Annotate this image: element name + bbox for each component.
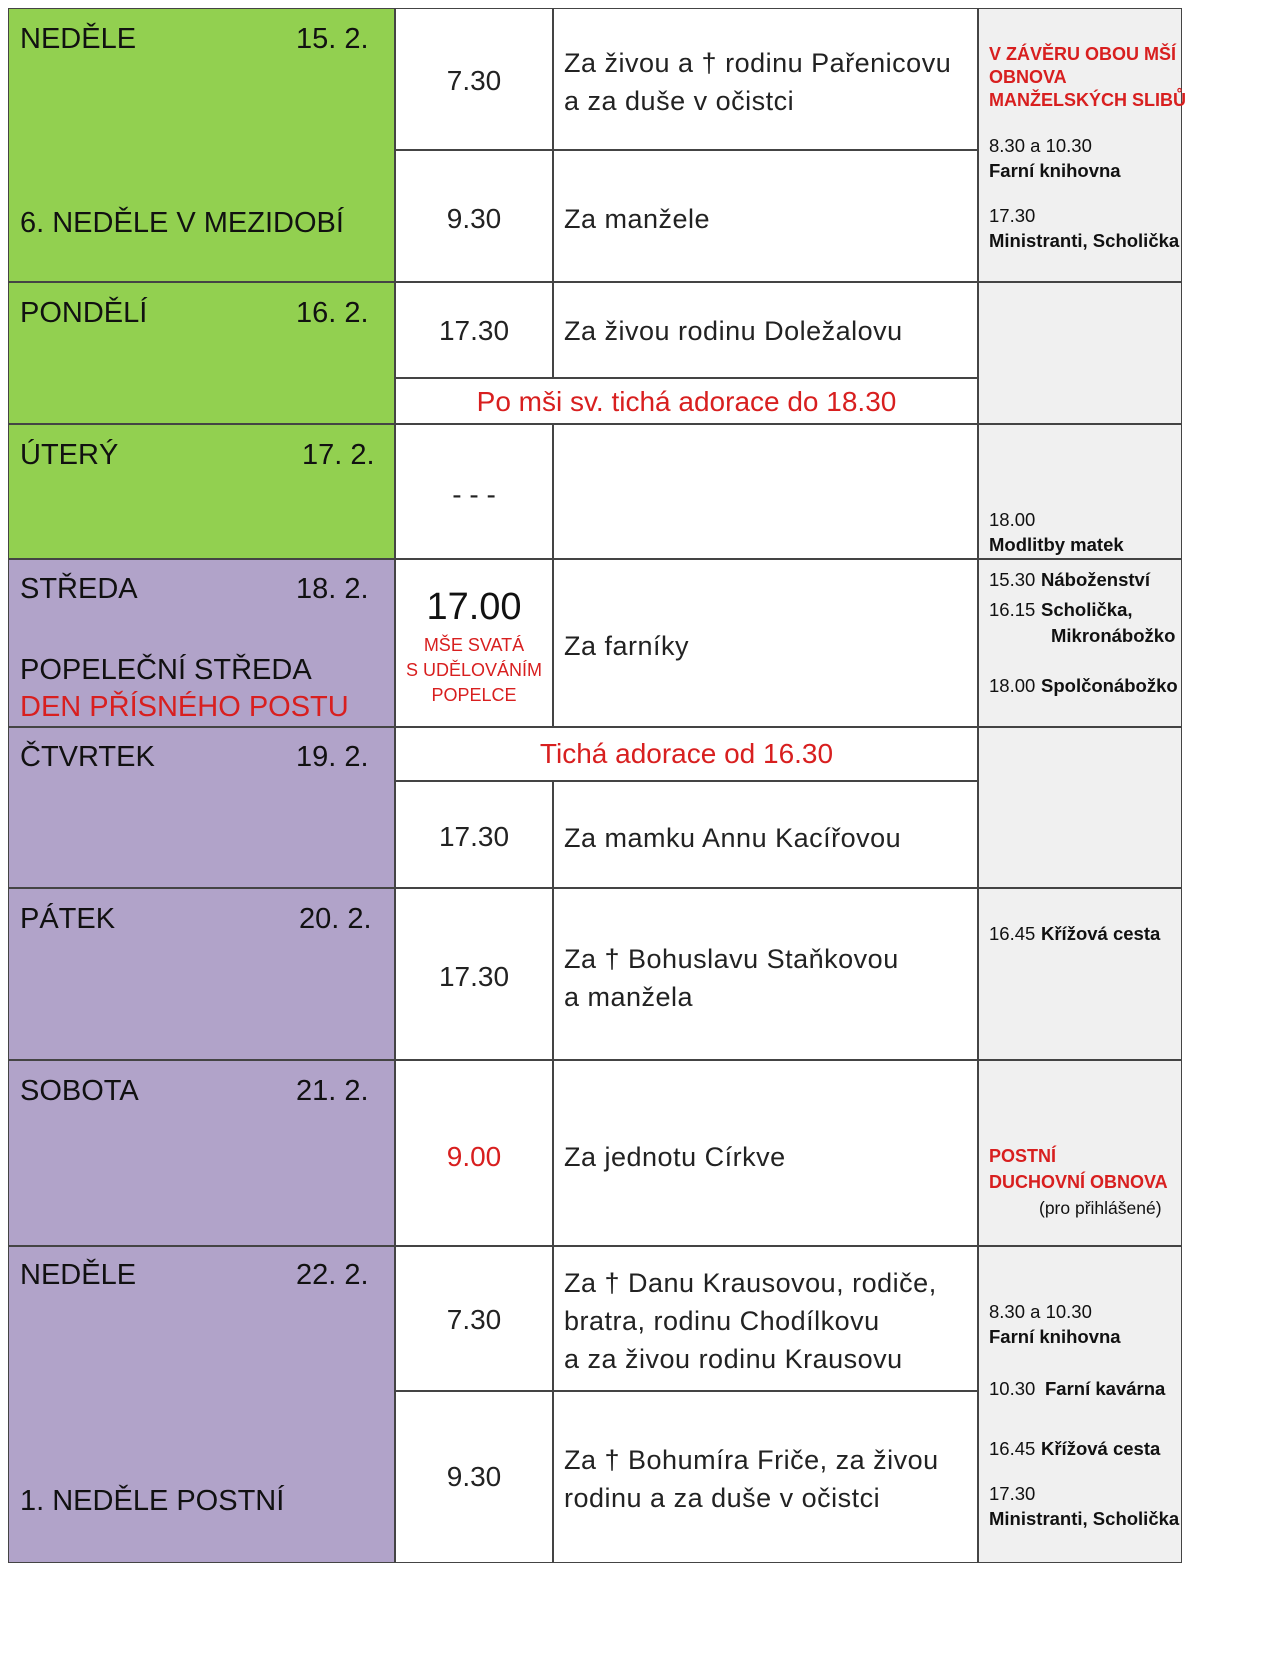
- intention-line: Za † Bohuslavu Staňkovou: [564, 944, 899, 974]
- day-name: PONDĚLÍ: [20, 297, 148, 329]
- notes-time: 8.30 a 10.30: [989, 135, 1092, 156]
- notes-label: Farní knihovna: [989, 1326, 1121, 1347]
- mass-time: 9.30: [446, 203, 502, 234]
- notes-cell-sunday-15: [978, 8, 1186, 282]
- intention-line: Za živou rodinu Doležalovu: [564, 316, 903, 346]
- notes-cell-tuesday-17: [978, 424, 1182, 559]
- mass-intention-cell: [553, 282, 978, 378]
- mass-intention-cell: [553, 888, 978, 1060]
- day-name: ÚTERÝ: [20, 439, 119, 471]
- day-date: 20. 2.: [299, 903, 372, 935]
- day-cell-monday-16: [8, 282, 395, 424]
- notes-time: 8.30 a 10.30: [989, 1301, 1092, 1322]
- day-subtitle: 6. NEDĚLE V MEZIDOBÍ: [20, 207, 344, 239]
- intention-line: Za mamku Annu Kacířovou: [564, 823, 902, 853]
- day-date: 17. 2.: [302, 439, 375, 471]
- notes-time: 18.00: [989, 509, 1036, 530]
- day-date: 21. 2.: [296, 1075, 369, 1107]
- day-subtitle: POPELEČNÍ STŘEDA: [20, 654, 312, 686]
- mass-time-cell: [395, 1391, 553, 1563]
- notes-label: Spolčonábožko: [1041, 675, 1178, 696]
- mass-intention-cell: [553, 8, 978, 150]
- day-cell-sunday-15: [8, 8, 395, 282]
- intention-line: a za duše v očistci: [564, 86, 795, 116]
- day-date: 19. 2.: [296, 741, 369, 773]
- day-date: 22. 2.: [296, 1259, 369, 1291]
- intention-line: Za farníky: [564, 631, 690, 661]
- mass-intention-cell: [553, 781, 978, 888]
- mass-time: 7.30: [446, 65, 502, 96]
- day-name: PÁTEK: [20, 903, 116, 935]
- mass-subtitle: S UDĚLOVÁNÍM: [405, 660, 543, 680]
- mass-time-cell: [395, 1246, 553, 1391]
- mass-time: 17.30: [438, 821, 510, 852]
- adoration-banner: Po mši sv. tichá adorace do 18.30: [476, 386, 897, 417]
- intention-line: Za jednotu Církve: [564, 1142, 786, 1172]
- mass-intention-cell: [553, 1060, 978, 1246]
- mass-subtitle: POPELCE: [431, 685, 517, 705]
- day-name: NEDĚLE: [20, 23, 137, 55]
- banner-cell-monday: [395, 378, 978, 424]
- mass-time-cell: [395, 8, 553, 150]
- notes-time: 16.45: [989, 923, 1036, 944]
- notes-time: 16.45: [989, 1438, 1036, 1459]
- notes-cell-friday-20: [978, 888, 1182, 1060]
- day-cell-sunday-22: [8, 1246, 395, 1563]
- fasting-note: DEN PŘÍSNÉHO POSTU: [20, 691, 349, 723]
- notes-red-line: DUCHOVNÍ OBNOVA: [989, 1172, 1168, 1192]
- day-name: STŘEDA: [20, 573, 138, 605]
- notes-label: Ministranti, Scholička: [989, 1508, 1180, 1529]
- notes-red-line: MANŽELSKÝCH SLIBŮ: [989, 90, 1186, 110]
- intention-line: bratra, rodinu Chodílkovu: [564, 1306, 880, 1336]
- notes-red-line: V ZÁVĚRU OBOU MŠÍ: [989, 44, 1177, 64]
- mass-intention-cell: [553, 1246, 978, 1391]
- day-cell-thursday-19: [8, 727, 395, 888]
- adoration-banner: Tichá adorace od 16.30: [539, 738, 834, 769]
- notes-cell-sunday-22: [978, 1246, 1182, 1563]
- notes-label: Křížová cesta: [1041, 1438, 1161, 1459]
- notes-cell-wednesday-18: [978, 559, 1182, 727]
- mass-time-cell: [395, 559, 553, 727]
- mass-time: 9.00: [446, 1141, 502, 1172]
- mass-time-cell: [395, 1060, 553, 1246]
- notes-time: 16.15: [989, 599, 1036, 620]
- intention-line: rodinu a za duše v očistci: [564, 1483, 881, 1513]
- mass-time-cell: [395, 888, 553, 1060]
- mass-time: 17.30: [438, 961, 510, 992]
- day-date: 18. 2.: [296, 573, 369, 605]
- intention-line: a manžela: [564, 982, 694, 1012]
- day-name: ČTVRTEK: [20, 741, 155, 773]
- day-cell-friday-20: [8, 888, 395, 1060]
- mass-time-cell: [395, 282, 553, 378]
- notes-red-line: OBNOVA: [989, 67, 1067, 87]
- notes-label: Ministranti, Scholička: [989, 230, 1180, 251]
- mass-time: 7.30: [446, 1304, 502, 1335]
- notes-time: 18.00: [989, 675, 1036, 696]
- notes-cell-saturday-21: [978, 1060, 1182, 1246]
- mass-time-cell: [395, 424, 553, 559]
- notes-label: Křížová cesta: [1041, 923, 1161, 944]
- notes-label: Náboženství: [1041, 569, 1150, 590]
- mass-time-cell: [395, 150, 553, 282]
- no-mass: - - -: [452, 479, 496, 510]
- notes-time: 17.30: [989, 205, 1036, 226]
- notes-time: 15.30: [989, 569, 1036, 590]
- mass-time: 17.30: [438, 315, 510, 346]
- mass-time: 17.00: [426, 586, 522, 628]
- notes-sub: (pro přihlášené): [1039, 1198, 1162, 1218]
- notes-label: Farní kavárna: [1045, 1378, 1166, 1399]
- day-name: SOBOTA: [20, 1075, 139, 1107]
- day-date: 15. 2.: [296, 23, 369, 55]
- notes-label: Farní knihovna: [989, 160, 1121, 181]
- intention-line: a za živou rodinu Krausovu: [564, 1344, 903, 1374]
- mass-time: 9.30: [446, 1461, 502, 1492]
- notes-time: 17.30: [989, 1483, 1036, 1504]
- notes-red-line: POSTNÍ: [989, 1146, 1057, 1166]
- notes-cell-monday-16: [978, 282, 1182, 424]
- mass-intention-cell: [553, 559, 978, 727]
- day-name: NEDĚLE: [20, 1259, 137, 1291]
- day-cell-wednesday-18: [8, 559, 395, 727]
- day-subtitle: 1. NEDĚLE POSTNÍ: [20, 1485, 285, 1517]
- intention-line: Za † Danu Krausovou, rodiče,: [564, 1268, 937, 1298]
- banner-cell-thursday: [395, 727, 978, 781]
- mass-intention-cell: [553, 1391, 978, 1563]
- mass-intention-cell: [553, 150, 978, 282]
- mass-subtitle: MŠE SVATÁ: [423, 635, 525, 655]
- intention-line: Za živou a † rodinu Pařenicovu: [564, 48, 952, 78]
- notes-cell-thursday-19: [978, 727, 1182, 888]
- notes-label: Modlitby matek: [989, 534, 1124, 555]
- day-cell-saturday-21: [8, 1060, 395, 1246]
- mass-time-cell: [395, 781, 553, 888]
- notes-label: Mikronábožko: [1051, 625, 1176, 646]
- intention-line: Za † Bohumíra Friče, za živou: [564, 1445, 939, 1475]
- mass-intention-cell: [553, 424, 978, 559]
- day-date: 16. 2.: [296, 297, 369, 329]
- notes-time: 10.30: [989, 1378, 1036, 1399]
- intention-line: Za manžele: [564, 204, 711, 234]
- day-cell-tuesday-17: [8, 424, 395, 559]
- notes-label: Scholička,: [1041, 599, 1133, 620]
